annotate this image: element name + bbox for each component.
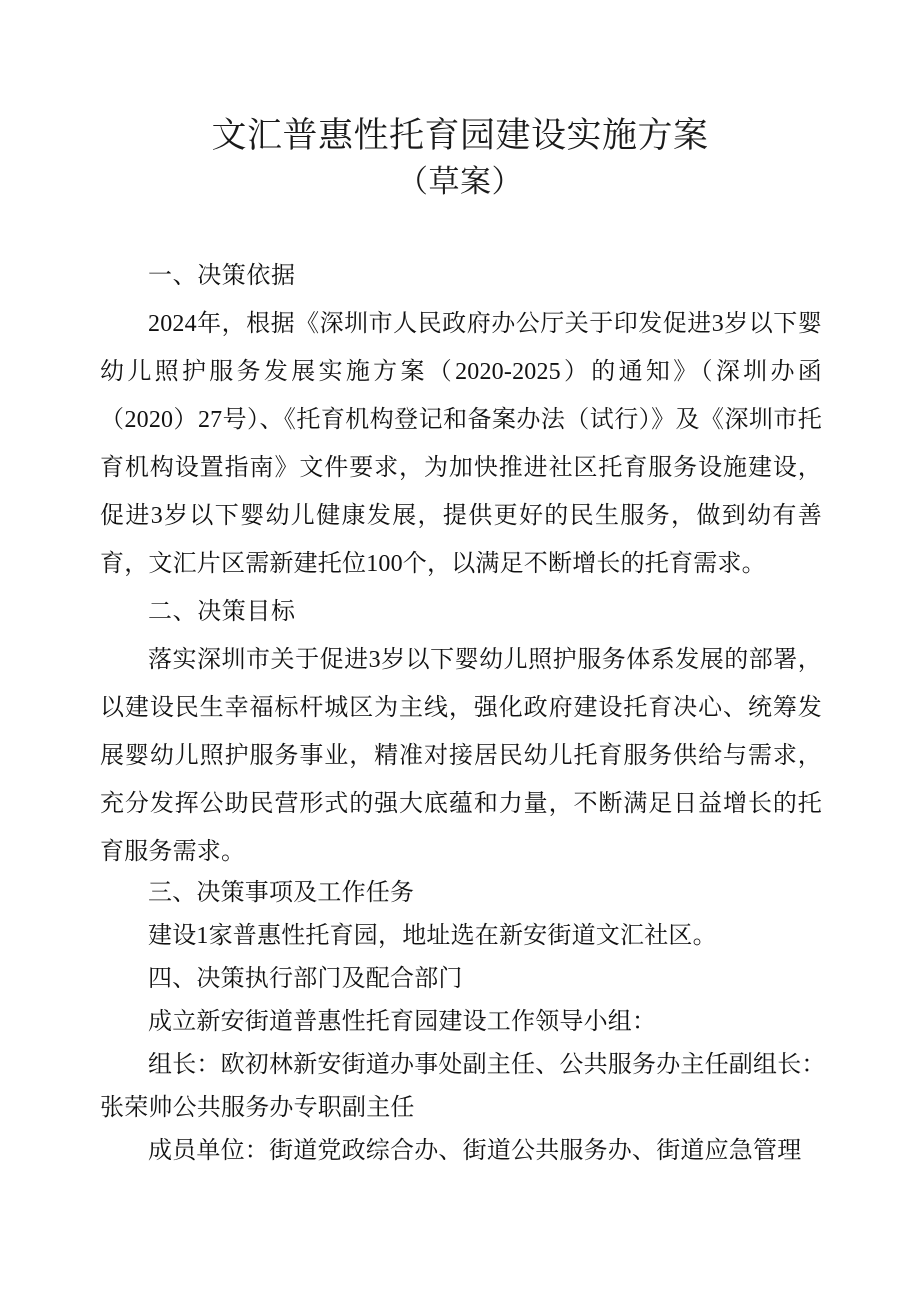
section-4-line-4: 成员单位：街道党政综合办、街道公共服务办、街道应急管理 [148,1138,802,1164]
document-body-lower [100,872,826,1173]
document-body [100,252,822,876]
page-subtitle: （草案） [397,164,523,199]
page-title: 文汇普惠性托育园建设实施方案 [211,116,709,155]
section-4-line-2: 组长：欧初林新安街道办事处副主任、公共服务办主任副组长： [148,1052,826,1078]
title-block [100,112,820,204]
section-heading-1: 一、决策依据 [148,263,296,289]
section-3-line-1: 建设1家普惠性托育园，地址选在新安街道文汇社区。 [148,923,717,949]
section-2-paragraph-1: 落实深圳市关于促进3岁以下婴幼儿照护服务体系发展的部署，以建设民生幸福标杆城区为主线，强化政府建设托育决心、统筹发展婴幼儿照护服务事业，精准对接居民幼儿托育服务供给与需求，充分发挥公助民营形式的强大底蕴和力量，不断满足日益增长的托育服务需求。 [100,647,822,865]
section-1-paragraph-1: 2024年，根据《深圳市人民政府办公厅关于印发促进3岁以下婴幼儿照护服务发展实施方案（2020-2025）的通知》（深圳办函（2020）27号）、《托育机构登记和备案办法（试行）》及《深圳市托育机构设置指南》文件要求，为加快推进社区托育服务设施建设，促进3岁以下婴幼儿健康发展，提供更好的民生服务，做到幼有善育，文汇片区需新建托位100个，以满足不断增长的托育需求。 [100,311,822,577]
section-heading-3: 三、决策事项及工作任务 [148,880,415,906]
section-heading-2: 二、决策目标 [148,599,296,625]
section-4-line-3: 张荣帅公共服务办专职副主任 [100,1095,415,1121]
section-4-line-1: 成立新安街道普惠性托育园建设工作领导小组： [148,1009,657,1035]
section-heading-4: 四、决策执行部门及配合部门 [148,966,463,992]
